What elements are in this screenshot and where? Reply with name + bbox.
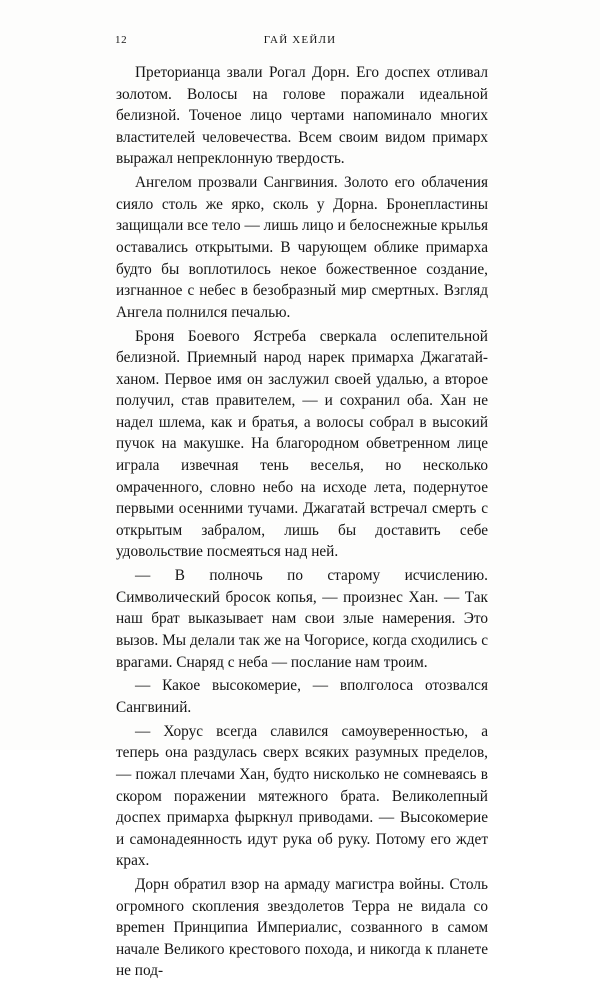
paragraph: Преторианца звали Рогал Дорн. Его доспех отливал золотом. Волосы на голове поражали идеальной белизной. Точеное лицо чертами напоминало многих властителей человечества. Всем своим видом примарх выражал непреклонную твердость. [116, 64, 488, 168]
paragraph: Ангелом прозвали Сангвиния. Золото его облачения сияло столь же ярко, сколь у Дорна. Бронепластины защищали все тело — лишь лицо и белоснежные крылья оставались открытыми. В чарующем облике примарха будто бы воплотилось некое божественное создание, изгнанное с небес в безобразный мир смертных. Взгляд Ангела полнился печалью. [116, 174, 488, 321]
body-text [116, 62, 488, 984]
page-header [115, 34, 485, 50]
paragraph: — Какое высокомерие, — вполголоса отозвался Сангвиний. [116, 677, 488, 716]
paragraph: Дорн обратил взор на армаду магистра войны. Столь огромного скопления звездолетов Терра не видала со вреmен Принципиа Империалис, созванного в самом начале Великого крестового похода, и никогда к планете не под- [116, 876, 488, 980]
paragraph: — Хорус всегда славился самоуверенностью, а теперь она раздулась сверх всяких разумных пределов, — пожал плечами Хан, будто нисколько не сомневаясь в скором поражении мятежного брата. Великолепный доспех примарха фыркнул приводами. — Высокомерие и самонадеянность идут рука об руку. Потому его ждет крах. [116, 722, 488, 870]
paragraph: Броня Боевого Ястреба сверкала ослепительной белизной. Приемный народ нарек примарха Джагатай-ханом. Первое имя он заслужил своей удалью, а второе получил, став правителем, — и сохранил оба. Хан не надел шлема, как и братья, а волосы собрал в высокий пучок на макушке. На благородном обветренном лице играла извечная тень веселья, но несколько омраченного, словно небо на исходе лета, подернутое первыми осенними тучами. Джагатай встречал смерть с открытым забралом, лишь бы доставить себе удовольствие посмеяться над ней. [116, 327, 488, 561]
paragraph: — В полночь по старому исчислению. Символический бросок копья, — произнес Хан. — Так наш брат выказывает нам свои злые намерения. Это вызов. Мы делали так же на Чогорисе, когда сходились с врагами. Снаряд с неба — послание нам троим. [116, 567, 488, 671]
running-title: ГАЙ ХЕЙЛИ [263, 34, 337, 46]
page-number: 12 [115, 34, 128, 46]
